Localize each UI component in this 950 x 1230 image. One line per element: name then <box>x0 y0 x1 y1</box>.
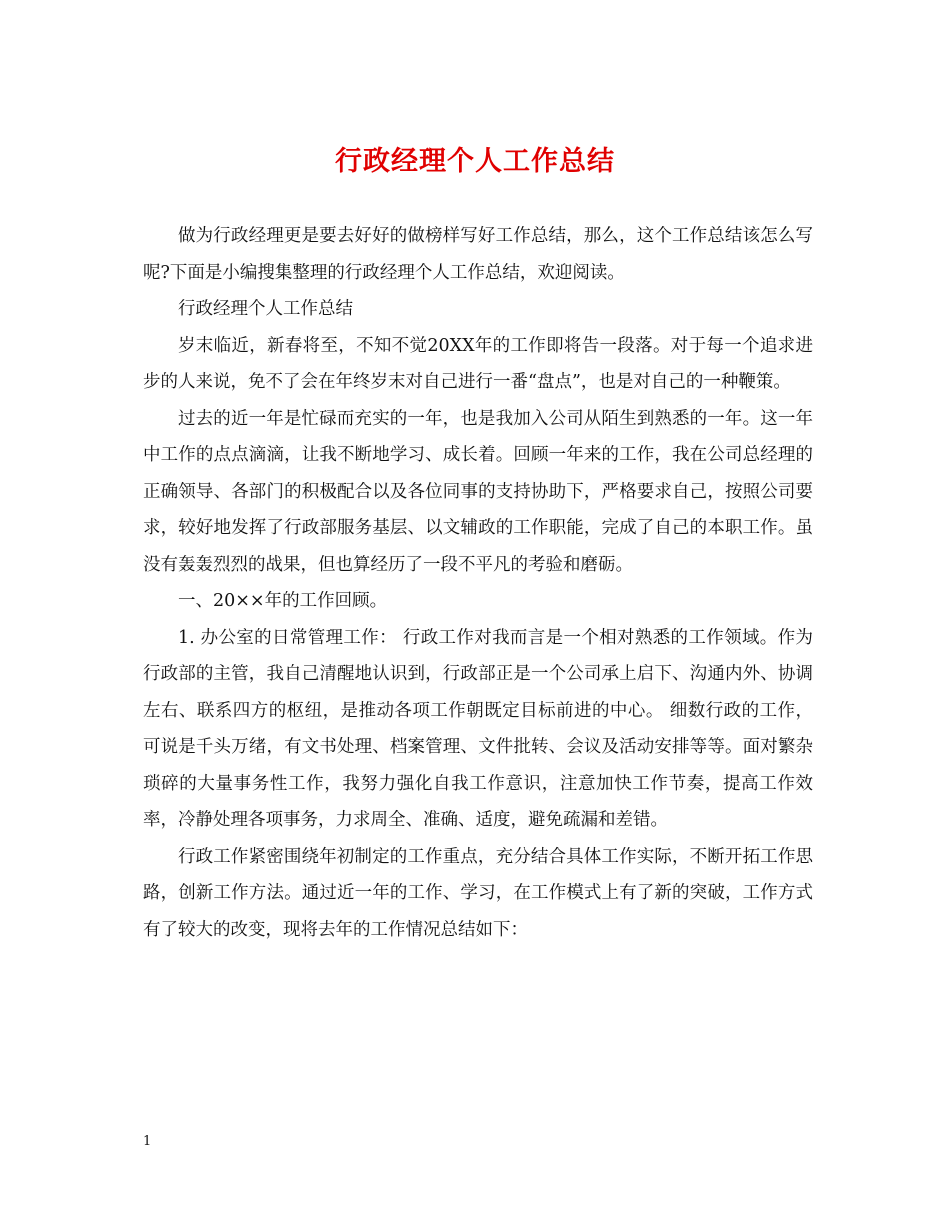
page-number: 1 <box>143 1134 152 1149</box>
document-body <box>143 218 813 948</box>
document-title: 行政经理个人工作总结 <box>335 146 615 177</box>
paragraph-intro: 做为行政经理更是要去好好的做榜样写好工作总结，那么，这个工作总结该怎么写呢?下面是小编搜集整理的行政经理个人工作总结，欢迎阅读。 <box>143 226 813 283</box>
paragraph-past-year: 过去的近一年是忙碌而充实的一年，也是我加入公司从陌生到熟悉的一年。这一年中工作的点点滴滴，让我不断地学习、成长着。回顾一年来的工作，我在公司总经理的正确领导、各部门的积极配合以及各位同事的支持协助下，严格要求自己，按照公司要求，较好地发挥了行政部服务基层、以文辅政的工作职能，完成了自己的本职工作。虽没有轰轰烈烈的战果，但也算经历了一段不平凡的考验和磨砺。 <box>143 408 813 575</box>
paragraph-office-management: 1. 办公室的日常管理工作： 行政工作对我而言是一个相对熟悉的工作领域。作为行政部的主管，我自己清醒地认识到，行政部正是一个公司承上启下、沟通内外、协调左右、联系四方的枢纽，是推动各项工作朝既定目标前进的中心。 细数行政的工作，可说是千头万绪，有文书处理、档案管理、文件批转、会议及活动安排等等。面对繁杂琐碎的大量事务性工作，我努力强化自我工作意识，注意加快工作节奏，提高工作效率，冷静处理各项事务，力求周全、准确、适度，避免疏漏和差错。 <box>143 627 813 830</box>
section-heading-review: 一、20××年的工作回顾。 <box>178 591 388 611</box>
paragraph-year-end: 岁末临近，新春将至，不知不觉20XX年的工作即将告一段落。对于每一个追求进步的人来说，免不了会在年终岁末对自己进行一番“盘点”，也是对自己的一种鞭策。 <box>143 335 813 392</box>
paragraph-subtitle: 行政经理个人工作总结 <box>178 299 353 319</box>
paragraph-work-focus: 行政工作紧密围绕年初制定的工作重点，充分结合具体工作实际，不断开拓工作思路，创新工作方法。通过近一年的工作、学习，在工作模式上有了新的突破，工作方式有了较大的改变，现将去年的工作情况总结如下： <box>143 846 813 940</box>
